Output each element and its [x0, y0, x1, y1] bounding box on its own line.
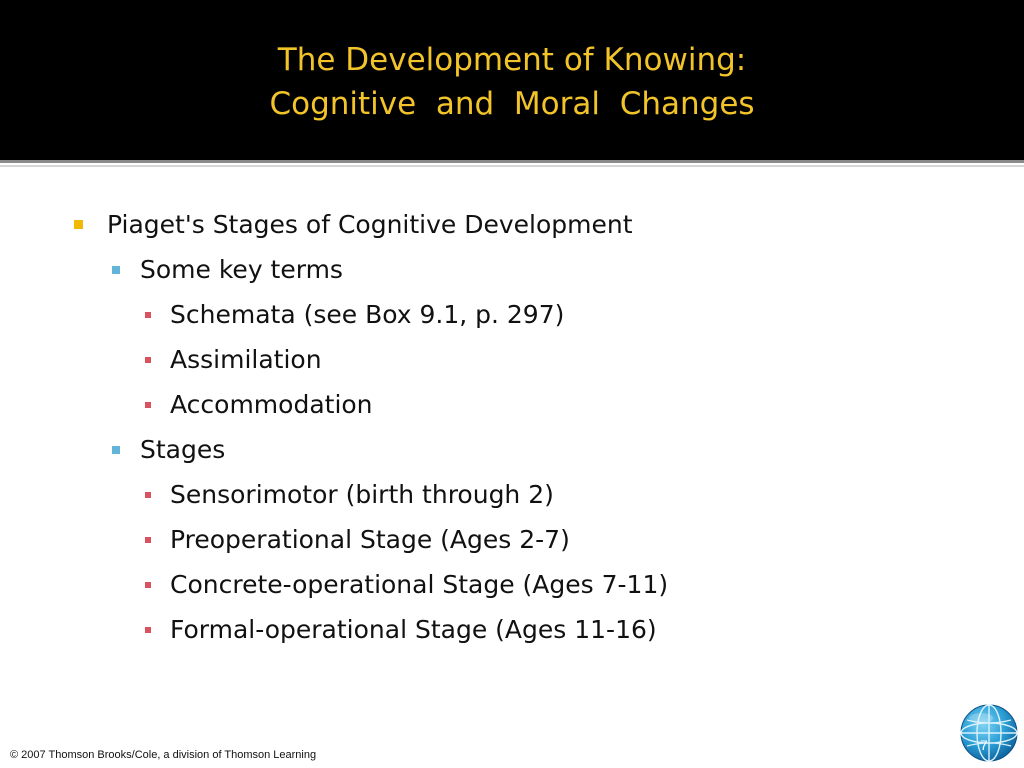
bullet-text: Formal-operational Stage (Ages 11-16) [170, 615, 657, 644]
level-1-bullet-icon [74, 220, 83, 229]
bullet-text: Stages [140, 435, 226, 464]
slide-title-line-2: Cognitive and Moral Changes [269, 86, 755, 122]
level-2-bullet-icon [112, 446, 120, 454]
bullet-text: Sensorimotor (birth through 2) [170, 480, 554, 509]
copyright-footer: © 2007 Thomson Brooks/Cole, a division of Thomson Learning [10, 749, 317, 761]
bullet-item [140, 250, 343, 290]
bullet-item [170, 610, 657, 650]
bullet-text: Schemata (see Box 9.1, p. 297) [170, 300, 565, 329]
title-divider [0, 160, 1024, 163]
level-2-bullet-icon [112, 266, 120, 274]
bullet-item [140, 430, 225, 470]
page-number: 7 [980, 737, 988, 753]
bullet-item [170, 475, 554, 515]
level-3-bullet-icon [145, 357, 151, 363]
level-3-bullet-icon [145, 627, 151, 633]
bullet-text: Concrete-operational Stage (Ages 7-11) [170, 570, 669, 599]
title-bar [0, 0, 1024, 160]
bullet-item [170, 340, 322, 380]
slide-title-line-1: The Development of Knowing: [277, 42, 747, 78]
bullet-item [170, 295, 564, 335]
title-divider-light [0, 165, 1024, 167]
bullet-text: Piaget's Stages of Cognitive Development [107, 210, 633, 239]
globe-icon [959, 703, 1019, 763]
level-3-bullet-icon [145, 312, 151, 318]
bullet-text: Accommodation [170, 390, 373, 419]
bullet-text: Assimilation [170, 345, 322, 374]
bullet-item [170, 385, 373, 425]
slide-title [0, 38, 1024, 126]
bullet-text: Some key terms [140, 255, 343, 284]
level-3-bullet-icon [145, 402, 151, 408]
level-3-bullet-icon [145, 537, 151, 543]
bullet-item [170, 520, 570, 560]
bullet-text: Preoperational Stage (Ages 2-7) [170, 525, 570, 554]
bullet-item [107, 205, 633, 245]
level-3-bullet-icon [145, 492, 151, 498]
level-3-bullet-icon [145, 582, 151, 588]
bullet-item [170, 565, 668, 605]
